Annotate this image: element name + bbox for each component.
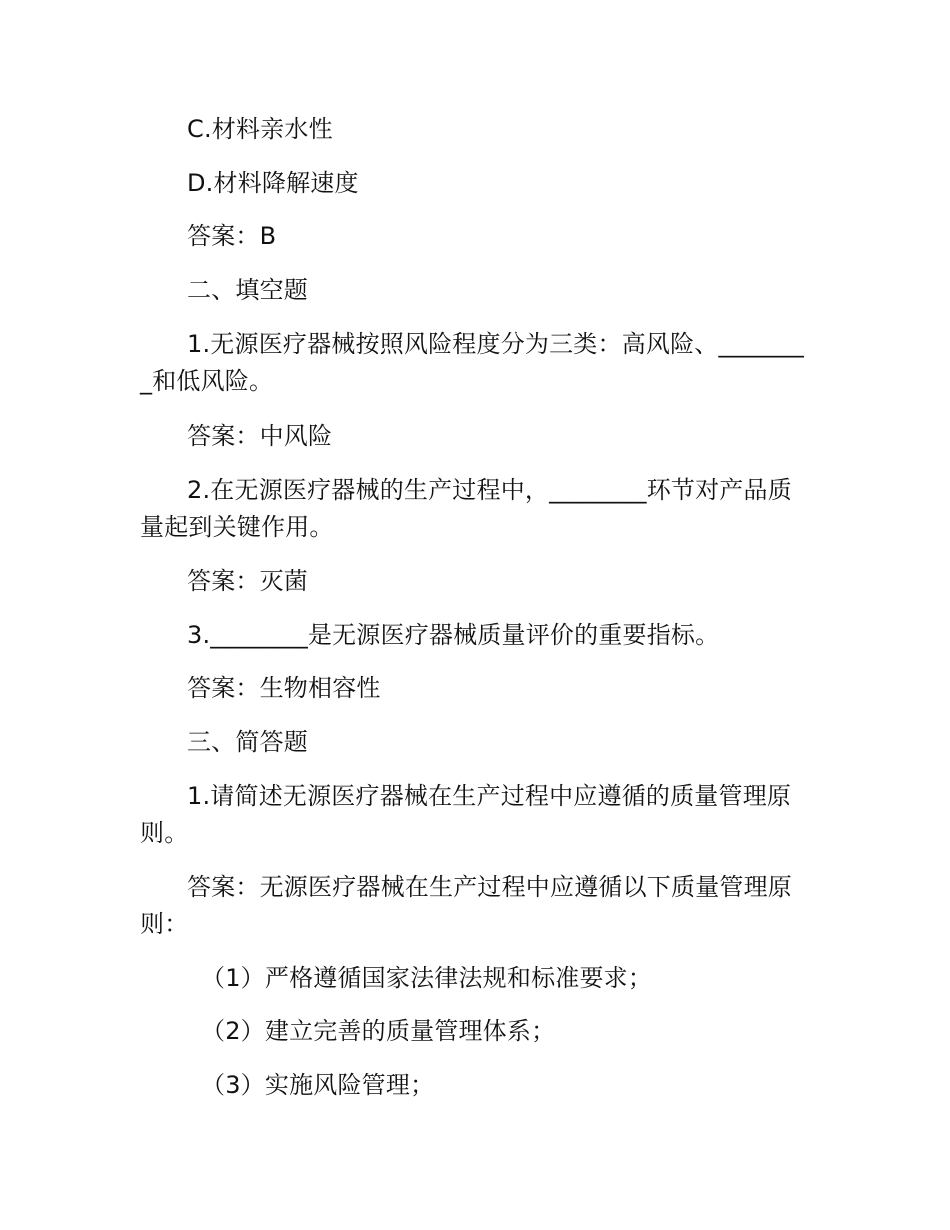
fill-answer-2: 答案：灭菌 — [187, 567, 308, 595]
answer-mc: 答案：B — [187, 222, 277, 250]
short-question-1-line1: 1.请简述无源医疗器械在生产过程中应遵循的质量管理原 — [187, 782, 792, 810]
section-heading-short-answer: 三、简答题 — [187, 728, 308, 756]
fill-question-1-line1: 1.无源医疗器械按照风险程度分为三类：高风险、_______ — [187, 330, 804, 358]
fill-question-2-line1: 2.在无源医疗器械的生产过程中，________环节对产品质 — [187, 476, 792, 504]
option-c: C.材料亲水性 — [187, 115, 333, 143]
short-question-1-line2: 则。 — [140, 819, 189, 847]
answer-list-item-1: （1）严格遵循国家法律法规和标准要求； — [201, 964, 653, 992]
answer-list-item-3: （3）实施风险管理； — [201, 1071, 435, 1099]
short-answer-1-line1: 答案：无源医疗器械在生产过程中应遵循以下质量管理原 — [187, 873, 792, 901]
answer-list-item-2: （2）建立完善的质量管理体系； — [201, 1017, 556, 1045]
short-answer-1-line2: 则： — [140, 910, 189, 938]
fill-answer-1: 答案：中风险 — [187, 422, 333, 450]
option-d: D.材料降解速度 — [187, 169, 359, 197]
fill-question-2-line2: 量起到关键作用。 — [140, 513, 334, 541]
fill-answer-3: 答案：生物相容性 — [187, 674, 381, 702]
section-heading-fill-blank: 二、填空题 — [187, 276, 308, 304]
fill-question-1-line2: _和低风险。 — [140, 367, 274, 395]
fill-question-3: 3.________是无源医疗器械质量评价的重要指标。 — [187, 621, 720, 649]
